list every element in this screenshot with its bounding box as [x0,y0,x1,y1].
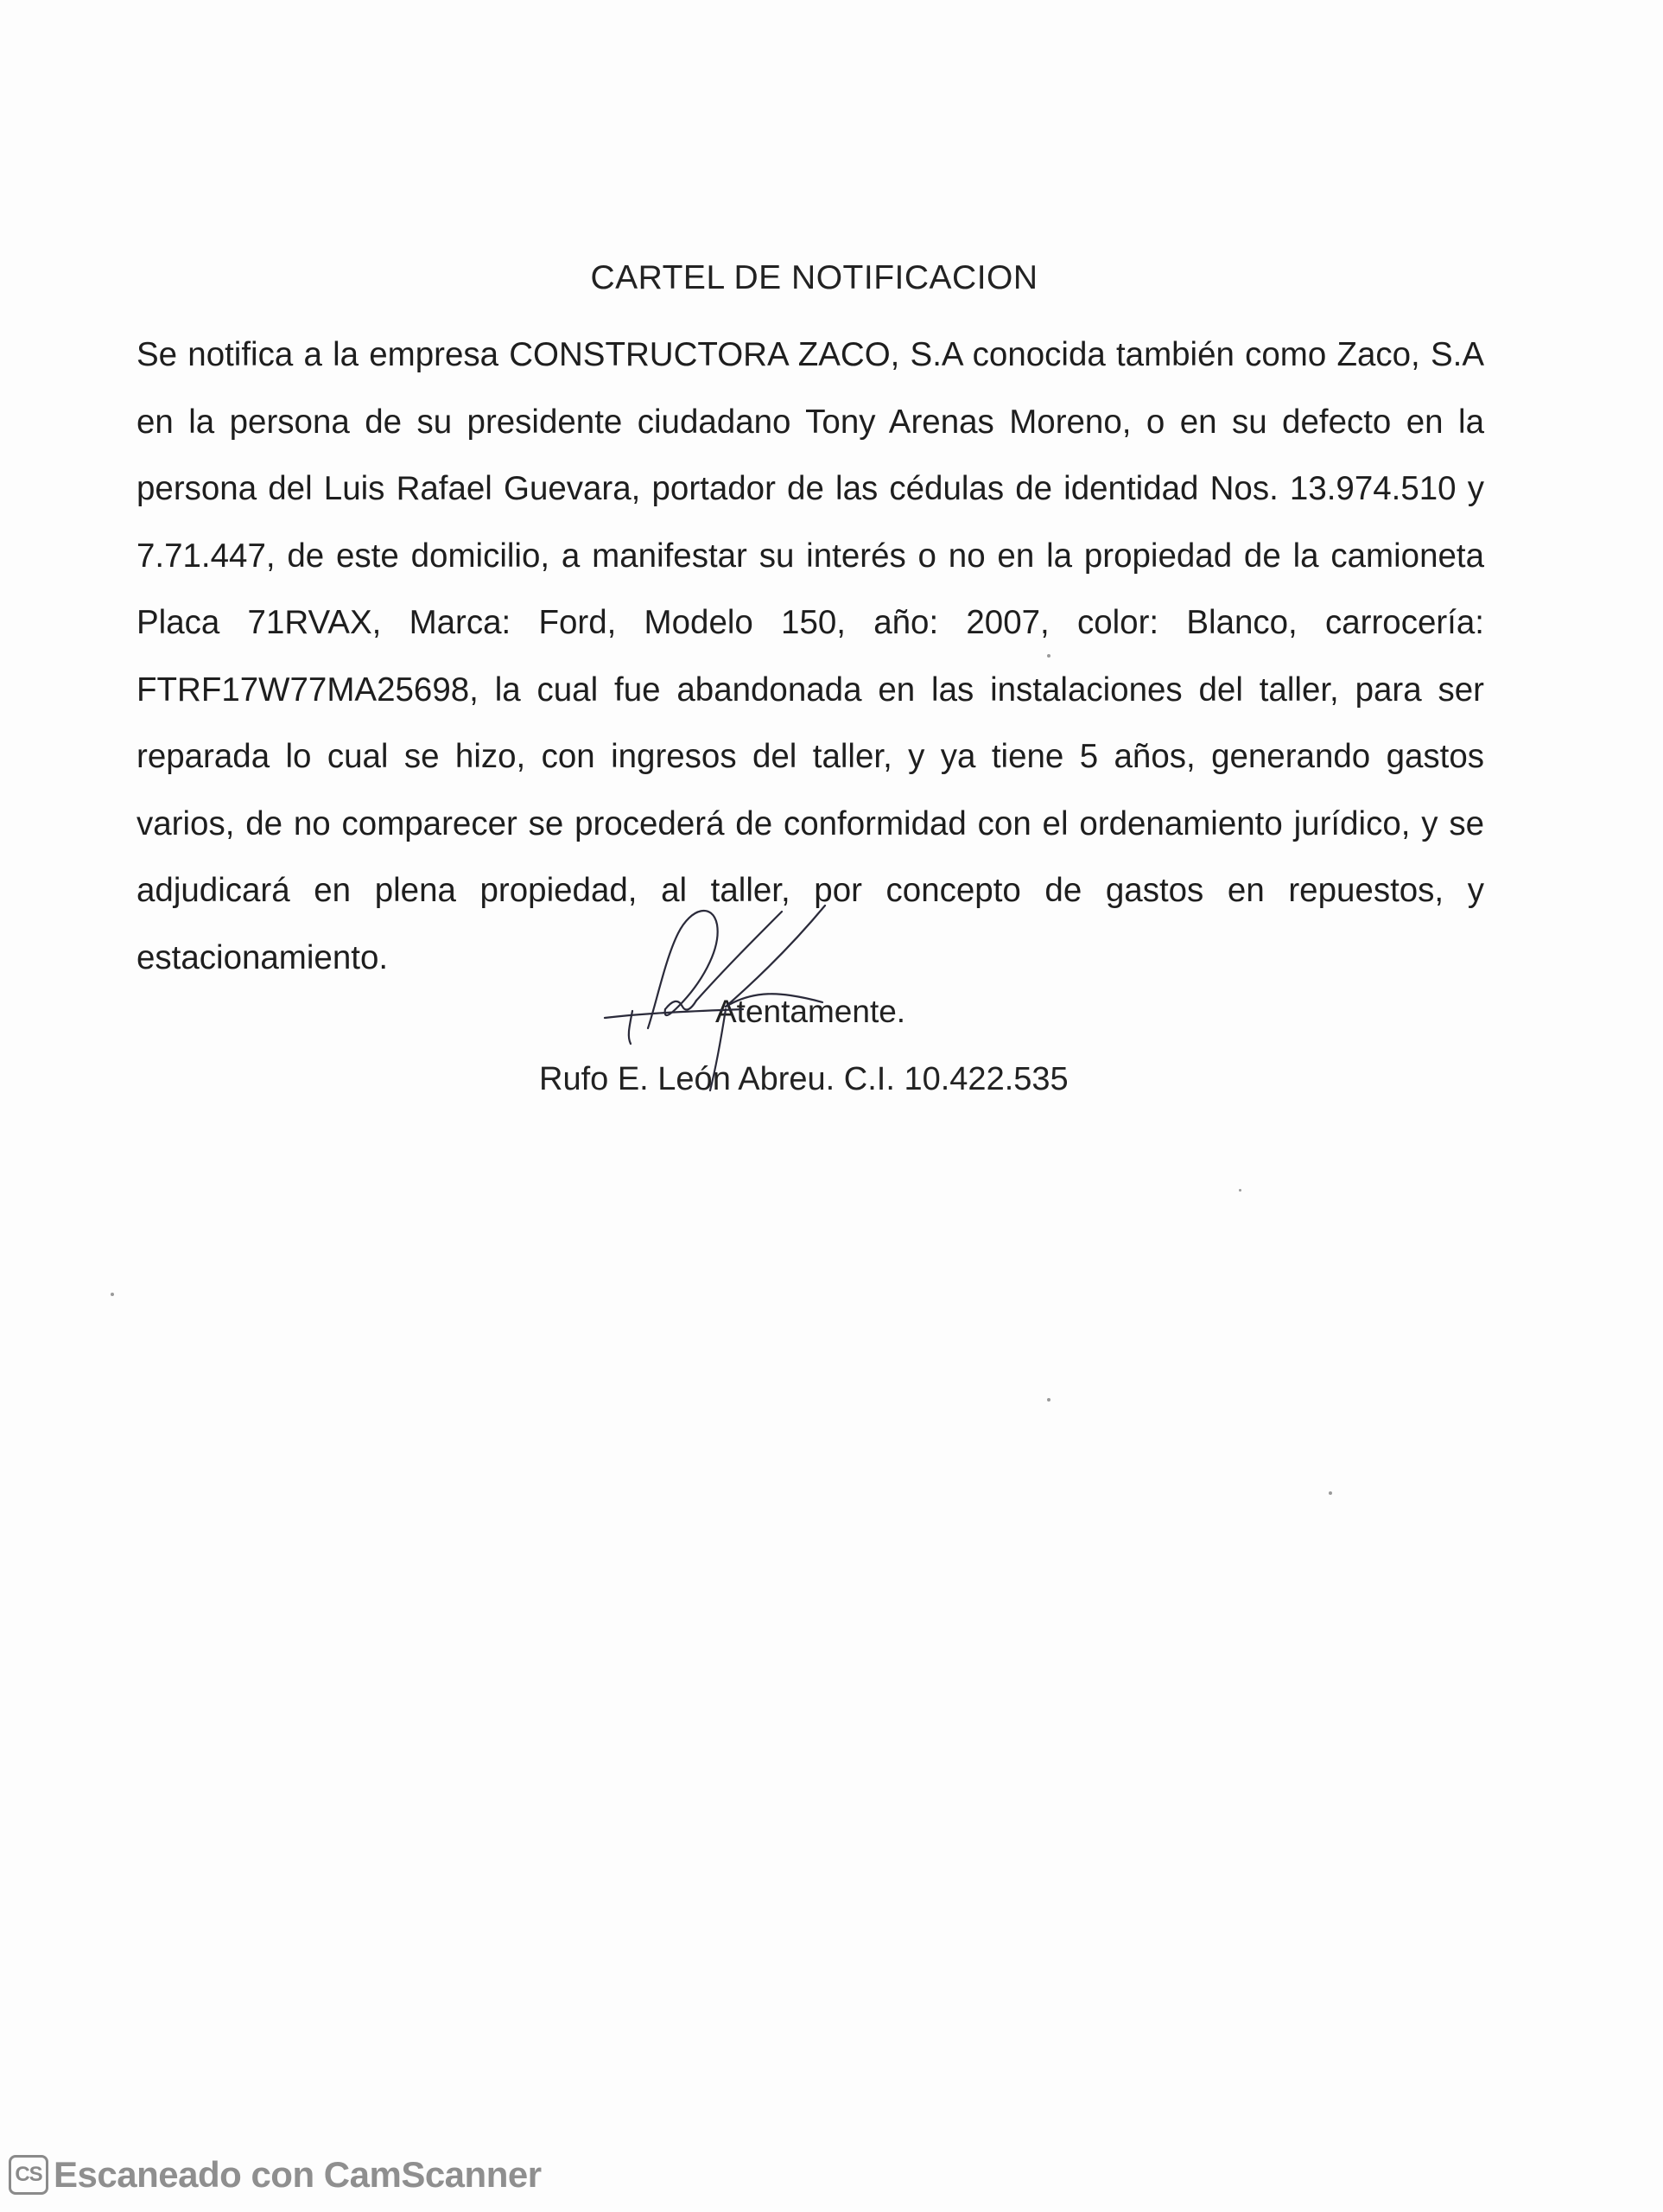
body-line: 7.71.447, de este domicilio, a manifestar su interés o no en la propiedad de la camioneta [136,537,1484,575]
body-line: FTRF17W77MA25698, la cual fue abandonada en las instalaciones del taller, para ser [136,671,1484,709]
scan-speck [111,1293,114,1296]
watermark-text: Escaneado con CamScanner [54,2154,542,2195]
document-title: CARTEL DE NOTIFICACION [590,259,1038,296]
body-line: varios, de no comparecer se procederá de conformidad con el ordenamiento jurídico, y se [136,804,1484,842]
body-line: en la persona de su presidente ciudadano Tony Arenas Moreno, o en su defecto en la [136,403,1484,441]
body-line: adjudicará en plena propiedad, al taller, por concepto de gastos en repuestos, y [136,872,1484,909]
scan-speck [1047,1398,1050,1402]
scan-speck [1239,1189,1241,1192]
camscanner-watermark [9,2149,542,2201]
notification-body [136,321,1484,991]
body-line: Placa 71RVAX, Marca: Ford, Modelo 150, año: 2007, color: Blanco, carrocería: [136,604,1484,641]
closing-text: Atentamente. [715,994,906,1029]
scan-speck [1329,1491,1332,1495]
body-line: reparada lo cual se hizo, con ingresos del taller, y ya tiene 5 años, generando gastos [136,738,1484,775]
body-line: Se notifica a la empresa CONSTRUCTORA ZACO, S.A conocida también como Zaco, S.A [136,336,1484,373]
body-line: estacionamiento. [136,938,389,976]
signer-name: Rufo E. León Abreu. C.I. 10.422.535 [539,1061,1069,1097]
body-line: persona del Luis Rafael Guevara, portador de las cédulas de identidad Nos. 13.974.510 y [136,470,1484,507]
camscanner-logo-icon: CS [9,2155,48,2195]
scan-speck [1047,654,1050,658]
